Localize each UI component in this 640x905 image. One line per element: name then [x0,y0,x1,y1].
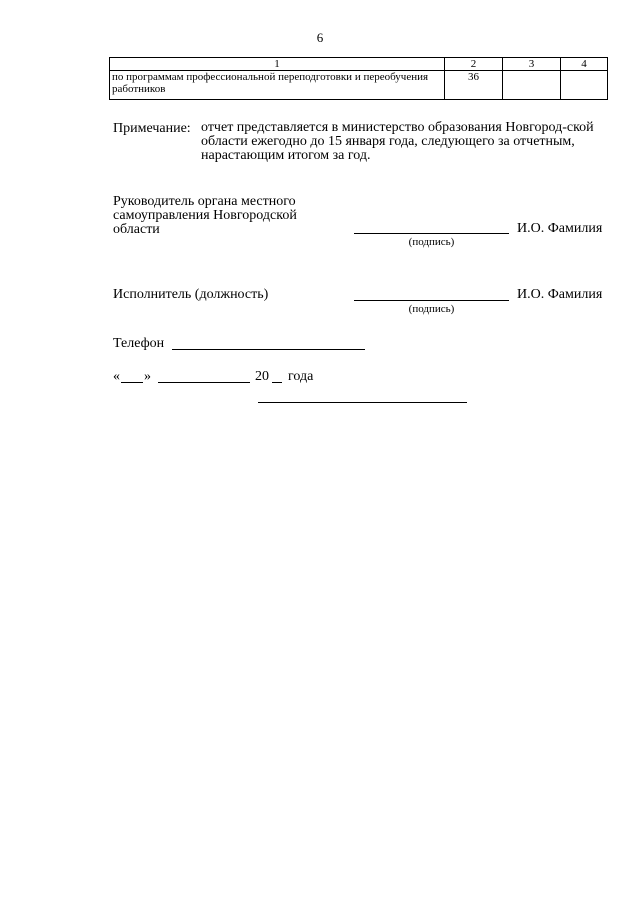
head-title: Руководитель органа местного самоуправления Новгородской области [113,194,297,237]
executor-signature-line [354,300,509,301]
note-text: отчет представляется в министерство образования Новгород-ской области ежегодно до 15 января года, следующего за отчетным, нарастающим итогом за год. [201,120,594,163]
column-header-3: 3 [503,58,561,71]
phone-label: Телефон [113,336,165,351]
row-col4 [561,71,608,100]
date-open-quote: « [113,369,120,384]
head-signature-line [354,233,509,234]
date-close-quote: » [144,369,151,384]
column-header-1: 1 [110,58,445,71]
date-year-line [272,382,282,383]
head-signature-caption: (подпись) [408,236,455,248]
column-header-2: 2 [445,58,503,71]
date-month-line [158,382,250,383]
note-label: Примечание: [113,121,191,136]
date-suffix: года [288,369,314,384]
row-code: 36 [445,71,503,100]
row-label: по программам профессиональной переподготовки и переобучения работников [110,71,445,100]
date-year-prefix: 20 [255,369,269,384]
row-col3 [503,71,561,100]
table-row [110,71,608,100]
page-number: 6 [316,30,324,45]
report-table [109,57,608,100]
executor-label: Исполнитель (должность) [113,287,269,302]
table-header-row [110,58,608,71]
head-name: И.О. Фамилия [517,221,603,236]
date-day-line [121,382,143,383]
executor-signature-caption: (подпись) [408,303,455,315]
closing-divider [258,402,467,403]
column-header-4: 4 [561,58,608,71]
phone-line [172,349,365,350]
executor-name: И.О. Фамилия [517,287,603,302]
